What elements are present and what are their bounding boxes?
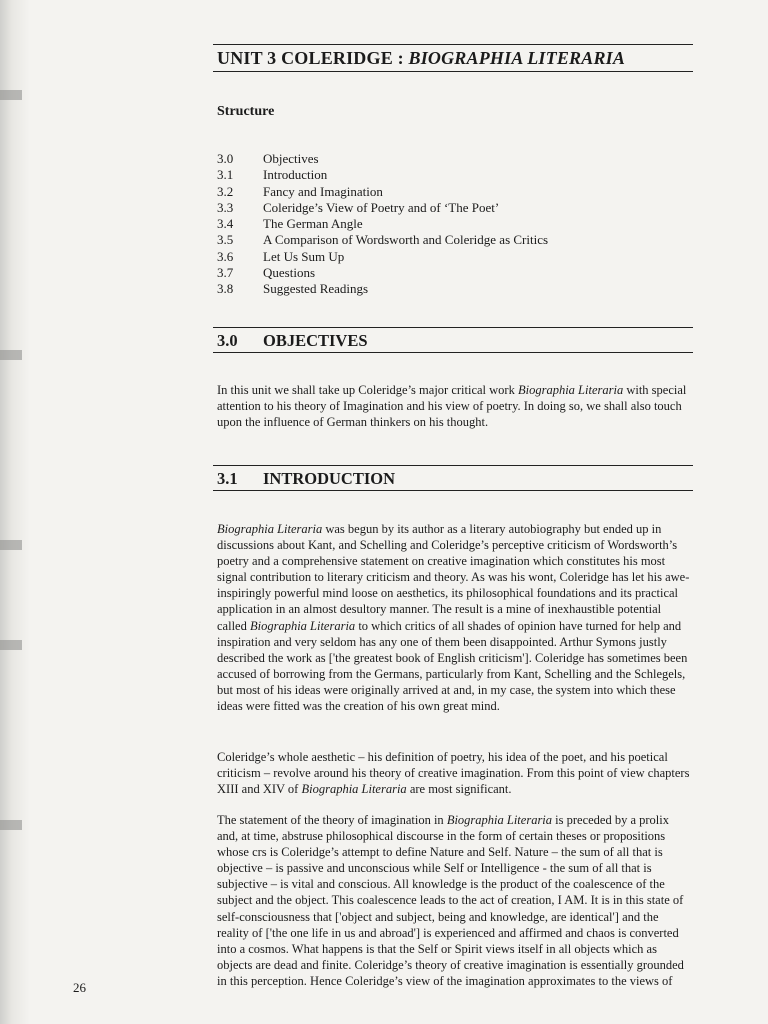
introduction-paragraph-3: The statement of the theory of imagination in Biographia Literaria is preceded by a prolix and, at time, abstruse philosophical discourse in the form of certain theses or propositions whose crs is Coleridge’s attempt to define Nature and Self. Nature – the sum of all that is objective – is passive and unconscious while Self or Intelligence - the sum of all that is subjective – is vital and conscious. All knowledge is the product of the coalescence of the subject and the object. This coalescence leads to the act of creation, I AM. It is in this state of self-consciousness that ['object and subject, being and knowledge, are identical'] and the reality of ['the one life in us and abroad'] is experienced and affirmed and chaos is converted into a cosmos. What happens is that the Self or Spirit views itself in all objects which as objects are dead and finite. Coleridge’s theory of creative imagination is essentially grounded in this perception. Hence Coleridge’s view of the imagination approximates to the views of [217,813,684,988]
objectives-bottom-rule [213,352,693,353]
unit-title [217,48,625,69]
introduction-top-rule [213,465,693,466]
objectives-paragraph: In this unit we shall take up Coleridge’s major critical work Biographia Literaria with special attention to his theory of Imagination and his view of poetry. In doing so, we shall also touch upon the influence of German thinkers on his thought. [217,383,687,430]
introduction-heading: 3.1 INTRODUCTION [217,469,396,488]
introduction-paragraph-2: Coleridge’s whole aesthetic – his definition of poetry, his idea of the poet, and his poetical criticism – revolve around his theory of creative imagination. From this point of view chapters XIII and XIV of Biographia Literaria are most significant. [217,750,690,797]
introduction-bottom-rule [213,490,693,491]
toc-item: 3.3 Coleridge’s View of Poetry and of ‘The Poet’ [217,199,500,215]
toc-item: 3.4 The German Angle [217,216,363,232]
introduction-paragraph-1: Biographia Literaria was begun by its author as a literary autobiography but ended up in discussions about Kant, and Schelling and Coleridge’s perceptive criticism of Wordsworth’s poetry and a comprehensive statement on creative imagination which constitutes his most signal contribution to literary criticism and theory. As was his wont, Coleridge has let his awe-inspiringly powerful mind loose on aesthetics, its philosophical foundations and its practical application in an almost desultory manner. The result is a mine of inexhaustible potential called Biographia Literaria to which critics of all shades of opinion have turned for help and inspiration and very seldom has any one of them been disappointed. Arthur Symons justly described the work as ['the greatest book of English criticism']. Coleridge has sometimes been accused of borrowing from the Germans, particularly from Kant, Schelling and the Schlegels, but most of his ideas were originally arrived at and, in my case, the system into which these ideas were fitted was the creation of his own great mind. [217,522,690,714]
page-number: 26 [73,980,86,995]
header-bottom-rule [213,71,693,72]
toc-item: 3.8 Suggested Readings [217,281,369,297]
unit-title-italic: BIOGRAPHIA LITERARIA [408,48,626,68]
toc-item: 3.1 Introduction [217,167,328,183]
structure-list [217,151,548,298]
toc-item: 3.2 Fancy and Imagination [217,183,383,199]
header-top-rule [213,44,693,45]
toc-item: 3.7 Questions [217,265,315,281]
structure-heading: Structure [217,104,275,119]
unit-title-prefix: UNIT 3 COLERIDGE : [217,48,409,68]
objectives-top-rule [213,327,693,328]
page-binding-edge [0,0,30,1024]
toc-item: 3.6 Let Us Sum Up [217,248,345,264]
toc-item: 3.0 Objectives [217,151,319,166]
toc-item: 3.5 A Comparison of Wordsworth and Coleridge as Critics [217,232,549,248]
objectives-heading: 3.0 OBJECTIVES [217,331,368,350]
